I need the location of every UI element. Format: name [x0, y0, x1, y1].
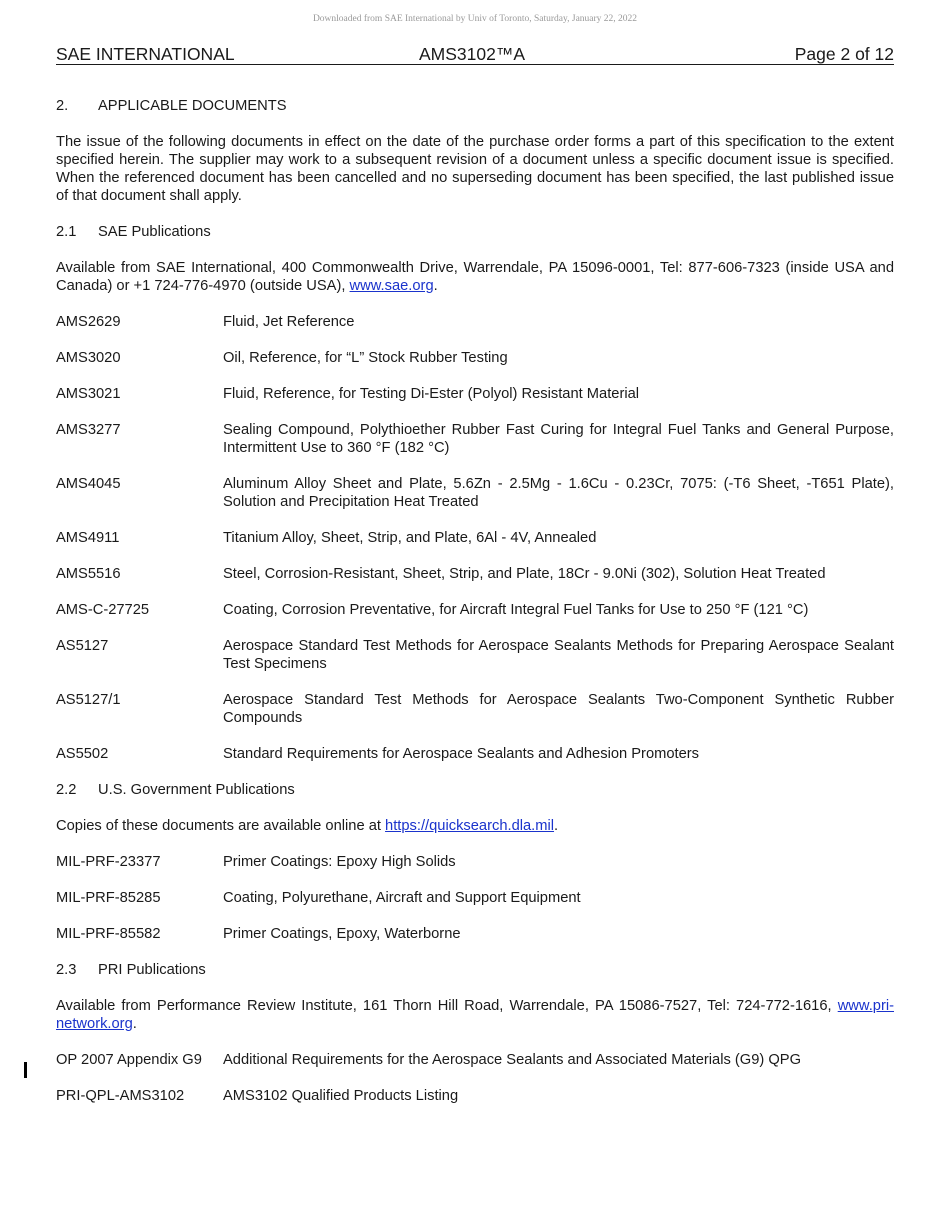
dla-quicksearch-link[interactable]: https://quicksearch.dla.mil [385, 818, 555, 834]
doc-code: AMS-C-27725 [56, 602, 150, 618]
doc-row-mil-prf-85582 [56, 925, 894, 943]
doc-row-ams4045 [56, 475, 894, 511]
section-number: 2. [56, 98, 69, 114]
doc-title: AMS3102 Qualified Products Listing [223, 1088, 459, 1104]
doc-title: Titanium Alloy, Sheet, Strip, and Plate, 6Al - 4V, Annealed [223, 530, 597, 546]
doc-title: Aluminum Alloy Sheet and Plate, 5.6Zn - 2.5Mg - 1.6Cu - 0.23Cr, 7075: (-T6 Sheet, -T651 Plate), Solution and Precipitation Heat Treated [223, 476, 894, 510]
doc-title: Coating, Polyurethane, Aircraft and Support Equipment [223, 890, 581, 906]
doc-row-pri-qpl-ams3102 [56, 1087, 894, 1105]
section-title: SAE Publications [98, 224, 211, 240]
doc-title: Oil, Reference, for “L” Stock Rubber Testing [223, 350, 508, 366]
doc-title: Additional Requirements for the Aerospace Sealants and Associated Materials (G9) QPG [223, 1052, 802, 1068]
period: . [433, 278, 438, 294]
section-number: 2.1 [56, 224, 77, 240]
header-page-number: Page 2 of 12 [794, 44, 894, 64]
doc-row-mil-prf-85285 [56, 889, 894, 907]
doc-title: Coating, Corrosion Preventative, for Aircraft Integral Fuel Tanks for Use to 250 °F (121 °C) [223, 602, 809, 618]
doc-code: AS5127 [56, 638, 109, 654]
doc-title: Fluid, Reference, for Testing Di-Ester (Polyol) Resistant Material [223, 386, 640, 402]
doc-row-as5127 [56, 637, 894, 673]
doc-code: AMS3277 [56, 422, 121, 438]
sae-link[interactable]: www.sae.org [349, 278, 434, 294]
doc-row-ams3277 [56, 421, 894, 457]
doc-title: Steel, Corrosion-Resistant, Sheet, Strip, and Plate, 18Cr - 9.0Ni (302), Solution Heat Treated [223, 566, 826, 582]
section-heading-2 [56, 97, 894, 115]
section-heading-2-3 [56, 961, 894, 979]
doc-row-ams-c-27725 [56, 601, 894, 619]
doc-row-op2007-appendix-g9 [56, 1051, 894, 1069]
revision-change-bar [24, 1062, 27, 1078]
doc-code: MIL-PRF-23377 [56, 854, 161, 870]
download-watermark: Downloaded from SAE International by Univ of Toronto, Saturday, January 22, 2022 [312, 14, 638, 24]
pri-availability [56, 997, 894, 1033]
doc-code: MIL-PRF-85285 [56, 890, 161, 906]
doc-title: Aerospace Standard Test Methods for Aerospace Sealants Methods for Preparing Aerospace Sealant Test Specimens [223, 638, 894, 672]
sae-availability [56, 259, 894, 295]
doc-row-ams4911 [56, 529, 894, 547]
section-intro: The issue of the following documents in effect on the date of the purchase order forms a part of this specification to the extent specified herein. The supplier may work to a subsequent revision of a document unless a specific document issue is specified. When the referenced document has been cancelled and no superseding document has been specified, the last published issue of that document shall apply. [56, 134, 894, 204]
section-title: PRI Publications [98, 962, 206, 978]
doc-code: AMS4045 [56, 476, 121, 492]
doc-title: Fluid, Jet Reference [223, 314, 355, 330]
doc-title: Primer Coatings: Epoxy High Solids [223, 854, 456, 870]
doc-row-as5127-1 [56, 691, 894, 727]
section-title: APPLICABLE DOCUMENTS [98, 98, 287, 114]
period: . [132, 1016, 137, 1032]
section-heading-2-1 [56, 223, 894, 241]
doc-row-ams2629 [56, 313, 894, 331]
availability-text: Available from Performance Review Institute, 161 Thorn Hill Road, Warrendale, PA 15086-7527, Tel: 724-772-1616, [56, 998, 838, 1014]
doc-code: OP 2007 Appendix G9 [56, 1052, 202, 1068]
doc-title: Standard Requirements for Aerospace Sealants and Adhesion Promoters [223, 746, 699, 762]
section-heading-2-2 [56, 781, 894, 799]
document-body [56, 97, 894, 1123]
doc-title: Sealing Compound, Polythioether Rubber Fast Curing for Integral Fuel Tanks and General Purpose, Intermittent Use to 360 °F (182 °C) [223, 422, 894, 456]
doc-row-ams5516 [56, 565, 894, 583]
page-header [56, 44, 894, 65]
doc-code: AMS2629 [56, 314, 121, 330]
doc-code: AMS3021 [56, 386, 121, 402]
doc-code: AMS5516 [56, 566, 121, 582]
doc-title: Aerospace Standard Test Methods for Aerospace Sealants Two-Component Synthetic Rubber Compounds [223, 692, 894, 726]
header-doc-id: AMS3102™A [419, 44, 526, 64]
section-number: 2.2 [56, 782, 77, 798]
doc-title: Primer Coatings, Epoxy, Waterborne [223, 926, 461, 942]
doc-code: AMS4911 [56, 530, 120, 546]
gov-availability [56, 817, 894, 835]
period: . [554, 818, 559, 834]
section-title: U.S. Government Publications [98, 782, 295, 798]
pri-network-link[interactable]: www.pri-network.org [56, 998, 894, 1032]
doc-code: MIL-PRF-85582 [56, 926, 161, 942]
availability-text: Copies of these documents are available online at [56, 818, 386, 834]
doc-code: AS5502 [56, 746, 109, 762]
doc-code: PRI-QPL-AMS3102 [56, 1088, 185, 1104]
doc-code: AMS3020 [56, 350, 121, 366]
availability-text: Available from SAE International, 400 Commonwealth Drive, Warrendale, PA 15096-0001, Tel: 877-606-7323 (inside USA and Canada) or +1 724-776-4970 (outside USA), [56, 260, 894, 294]
doc-code: AS5127/1 [56, 692, 121, 708]
doc-row-ams3021 [56, 385, 894, 403]
doc-row-mil-prf-23377 [56, 853, 894, 871]
section-number: 2.3 [56, 962, 77, 978]
doc-row-as5502 [56, 745, 894, 763]
header-org: SAE INTERNATIONAL [56, 44, 235, 64]
doc-row-ams3020 [56, 349, 894, 367]
